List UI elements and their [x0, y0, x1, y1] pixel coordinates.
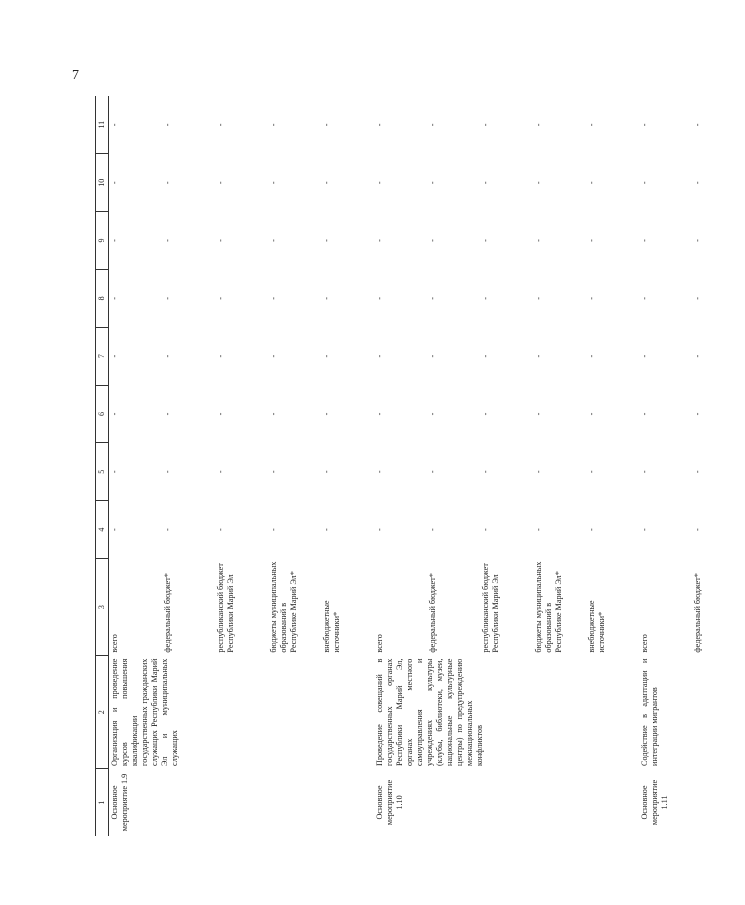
- value-cell: -: [428, 412, 437, 416]
- value-cell: -: [375, 470, 384, 474]
- value-cell: -: [428, 354, 437, 358]
- value-cell: -: [481, 123, 490, 127]
- value-cell: -: [269, 181, 278, 185]
- value-cell: -: [481, 470, 490, 474]
- value-cell: -: [269, 296, 278, 300]
- value-cell: -: [269, 528, 278, 531]
- value-cell: -: [481, 181, 490, 185]
- funding-source: всего: [110, 634, 119, 653]
- value-cell: -: [110, 528, 119, 531]
- value-cell: -: [640, 354, 649, 358]
- value-cell: -: [481, 528, 490, 531]
- funding-source: бюджеты муниципальных образований в Республике Марий Эл*: [534, 561, 563, 653]
- value-cell: -: [428, 123, 437, 127]
- value-cell: -: [216, 412, 225, 416]
- value-cell: -: [693, 528, 702, 531]
- value-cell: -: [428, 470, 437, 474]
- value-cell: -: [216, 181, 225, 185]
- activity-description: Проведение совещаний в государственных органах Республики Марий Эл, органах местного самоуправления и учреждениях культуры (клубы, библиотеки, музеи, национальные культурные центры) по предупреждению межнациональных конфликтов: [375, 658, 484, 766]
- funding-source: внебюджетные источники*: [322, 600, 341, 653]
- value-cell: -: [163, 181, 172, 185]
- value-cell: -: [216, 123, 225, 127]
- value-cell: -: [534, 470, 543, 474]
- value-cell: -: [110, 239, 119, 242]
- column-header-8: 8: [96, 269, 109, 327]
- value-cell: -: [163, 296, 172, 300]
- column-header-2: 2: [96, 656, 109, 769]
- value-cell: -: [693, 296, 702, 300]
- value-cell: -: [375, 354, 384, 358]
- value-cell: -: [269, 412, 278, 416]
- value-cell: -: [640, 412, 649, 416]
- value-cell: -: [534, 296, 543, 300]
- value-cell: -: [322, 296, 331, 300]
- funding-source: всего: [375, 634, 384, 653]
- value-cell: -: [481, 239, 490, 242]
- value-cell: -: [110, 123, 119, 127]
- value-cell: -: [110, 181, 119, 185]
- value-cell: -: [322, 354, 331, 358]
- activity-description: Содействие в адаптации и интеграции мигрантов: [640, 658, 659, 766]
- value-cell: -: [216, 528, 225, 531]
- budget-table: [95, 96, 745, 836]
- column-header-11: 11: [96, 96, 109, 154]
- value-cell: -: [163, 123, 172, 127]
- column-number-header: [96, 96, 109, 836]
- value-cell: -: [481, 412, 490, 416]
- value-cell: -: [693, 354, 702, 358]
- value-cell: -: [587, 412, 596, 416]
- value-cell: -: [375, 528, 384, 531]
- funding-source: внебюджетные источники*: [587, 600, 606, 653]
- column-header-5: 5: [96, 443, 109, 501]
- value-cell: -: [163, 470, 172, 474]
- value-cell: -: [640, 528, 649, 531]
- value-cell: -: [375, 412, 384, 416]
- value-cell: -: [640, 123, 649, 127]
- value-cell: -: [428, 296, 437, 300]
- page-number: 7: [72, 68, 79, 83]
- value-cell: -: [640, 239, 649, 242]
- value-cell: -: [534, 528, 543, 531]
- funding-source: федеральный бюджет*: [163, 573, 172, 653]
- funding-source: федеральный бюджет*: [428, 573, 437, 653]
- value-cell: -: [481, 354, 490, 358]
- value-cell: -: [110, 296, 119, 300]
- column-header-1: 1: [96, 769, 109, 836]
- value-cell: -: [428, 528, 437, 531]
- value-cell: -: [587, 354, 596, 358]
- funding-source: всего: [640, 634, 649, 653]
- value-cell: -: [322, 528, 331, 531]
- value-cell: -: [693, 239, 702, 242]
- value-cell: -: [428, 239, 437, 242]
- value-cell: -: [534, 181, 543, 185]
- value-cell: -: [322, 412, 331, 416]
- value-cell: -: [216, 470, 225, 474]
- value-cell: -: [587, 470, 596, 474]
- value-cell: -: [481, 296, 490, 300]
- value-cell: -: [269, 470, 278, 474]
- funding-source: республиканский бюджет Республики Марий Эл: [481, 563, 500, 653]
- value-cell: -: [534, 354, 543, 358]
- rotated-table-wrapper: [95, 96, 745, 836]
- value-cell: -: [693, 412, 702, 416]
- column-header-3: 3: [96, 559, 109, 656]
- value-cell: -: [587, 239, 596, 242]
- value-cell: -: [693, 123, 702, 127]
- activity-code: Основное мероприятие 1.9: [110, 773, 129, 832]
- value-cell: -: [534, 412, 543, 416]
- value-cell: -: [640, 296, 649, 300]
- activity-code: Основное мероприятие 1.11: [640, 779, 669, 826]
- column-header-9: 9: [96, 212, 109, 270]
- column-header-4: 4: [96, 501, 109, 559]
- column-header-6: 6: [96, 385, 109, 443]
- value-cell: -: [322, 123, 331, 127]
- table-body: [109, 96, 745, 836]
- value-cell: -: [110, 412, 119, 416]
- value-cell: -: [216, 239, 225, 242]
- table-row: [639, 96, 692, 836]
- value-cell: -: [587, 181, 596, 185]
- table-row: [109, 96, 163, 836]
- value-cell: -: [640, 181, 649, 185]
- value-cell: -: [269, 239, 278, 242]
- value-cell: -: [163, 239, 172, 242]
- value-cell: -: [163, 354, 172, 358]
- value-cell: -: [110, 470, 119, 474]
- value-cell: -: [375, 239, 384, 242]
- value-cell: -: [163, 528, 172, 531]
- table-row: [374, 96, 427, 836]
- value-cell: -: [322, 470, 331, 474]
- value-cell: -: [534, 123, 543, 127]
- value-cell: -: [693, 470, 702, 474]
- value-cell: -: [428, 181, 437, 185]
- value-cell: -: [216, 354, 225, 358]
- value-cell: -: [534, 239, 543, 242]
- value-cell: -: [110, 354, 119, 358]
- value-cell: -: [322, 181, 331, 185]
- value-cell: -: [216, 296, 225, 300]
- funding-source: республиканский бюджет Республики Марий Эл: [216, 563, 235, 653]
- value-cell: -: [269, 123, 278, 127]
- value-cell: -: [163, 412, 172, 416]
- activity-description: Организация и проведение курсов повышения квалификации государственных гражданских служащих Республики Марий Эл и муниципальных служащих: [110, 658, 179, 766]
- column-header-7: 7: [96, 327, 109, 385]
- value-cell: -: [640, 470, 649, 474]
- value-cell: -: [322, 239, 331, 242]
- value-cell: -: [587, 296, 596, 300]
- value-cell: -: [269, 354, 278, 358]
- value-cell: -: [375, 296, 384, 300]
- value-cell: -: [693, 181, 702, 185]
- value-cell: -: [587, 123, 596, 127]
- value-cell: -: [587, 528, 596, 531]
- funding-source: федеральный бюджет*: [693, 573, 702, 653]
- column-header-10: 10: [96, 154, 109, 212]
- activity-code: Основное мероприятие 1.10: [375, 779, 404, 826]
- value-cell: -: [375, 123, 384, 127]
- value-cell: -: [375, 181, 384, 185]
- funding-source: бюджеты муниципальных образований в Республике Марий Эл*: [269, 561, 298, 653]
